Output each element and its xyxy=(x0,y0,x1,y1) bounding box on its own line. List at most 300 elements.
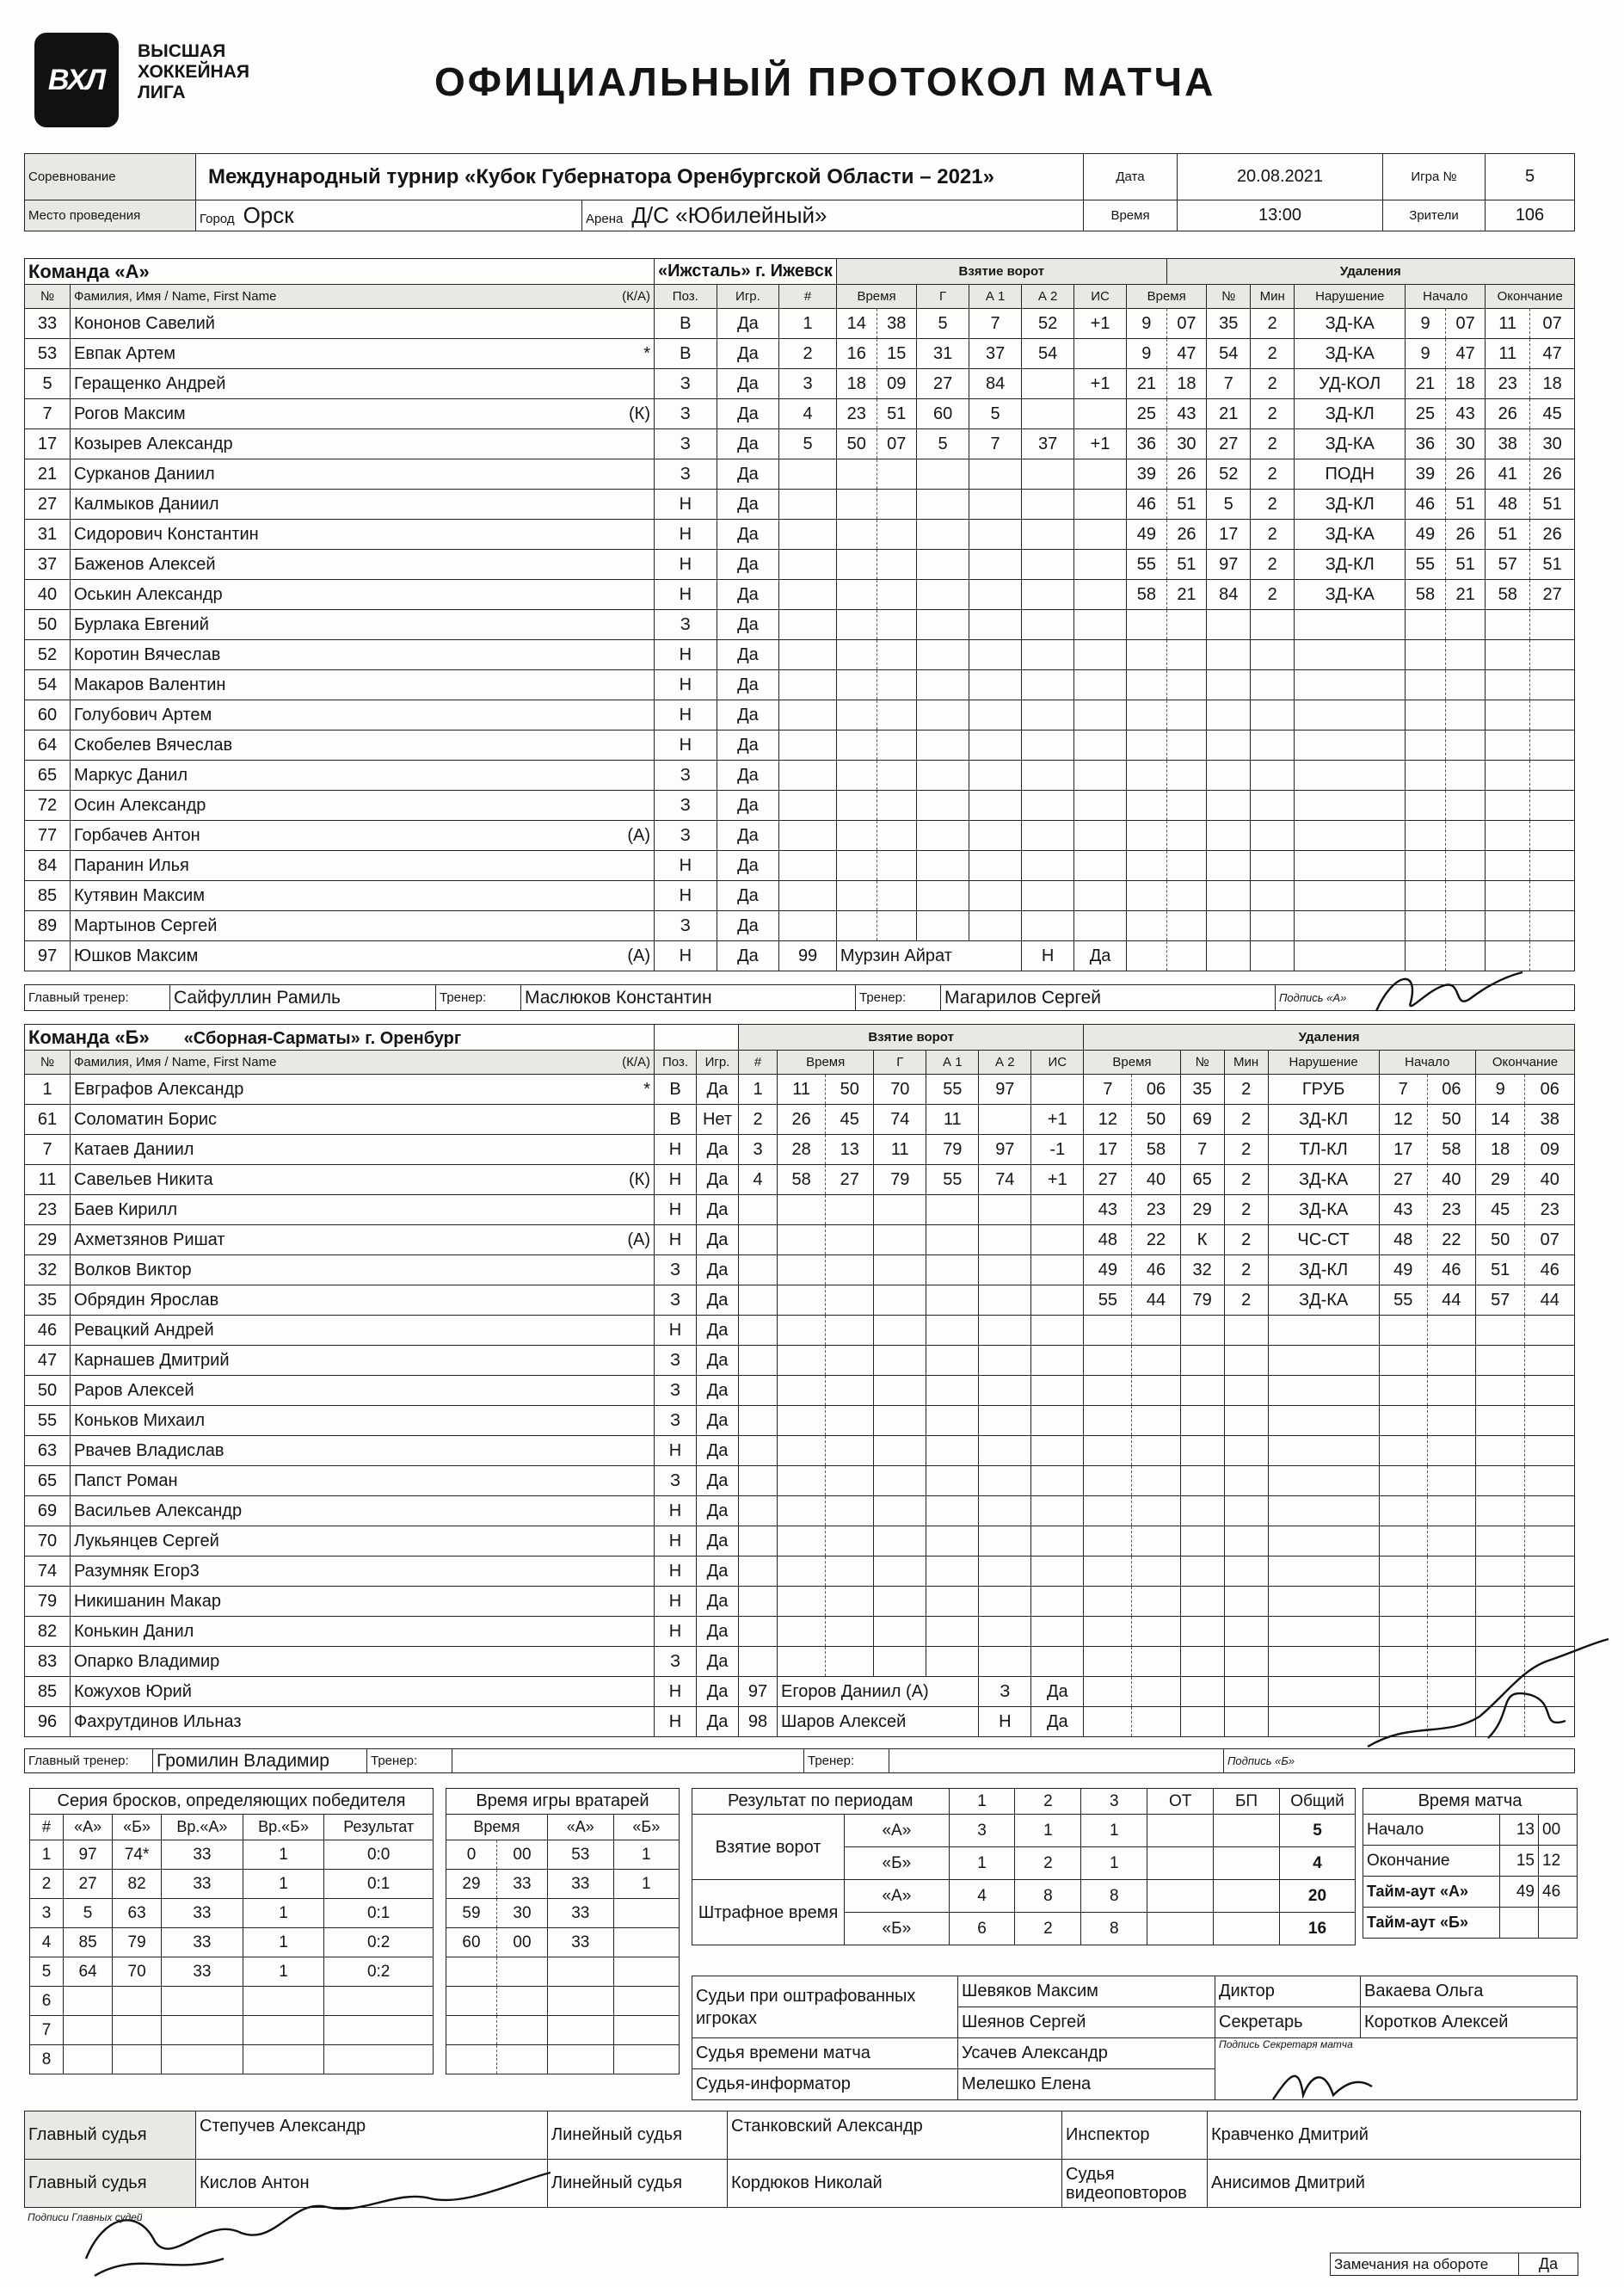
player-name: Юшков Максим xyxy=(74,946,199,965)
goal-strength xyxy=(1074,490,1127,520)
informer-label: Судья-информатор xyxy=(692,2069,958,2100)
shootout-cell: 3 xyxy=(30,1899,64,1928)
pen-minutes xyxy=(1251,761,1295,791)
goal-strength: +1 xyxy=(1074,309,1127,339)
pen-start-min xyxy=(1406,640,1446,670)
pen-player xyxy=(1180,1707,1224,1737)
pim-a-p1: 4 xyxy=(949,1880,1015,1913)
player-played: Да xyxy=(697,1376,739,1406)
pen-sec xyxy=(1166,881,1207,911)
pen-start-min: 58 xyxy=(1406,580,1446,610)
goal-scorer xyxy=(874,1225,926,1255)
player-name-cell xyxy=(71,1617,655,1647)
player-played: Да xyxy=(717,761,779,791)
pen-sec xyxy=(1166,610,1207,640)
pen-player: 7 xyxy=(1180,1135,1224,1165)
pen-minutes: 2 xyxy=(1251,459,1295,490)
goalie-row xyxy=(446,1840,680,1870)
pen-sec xyxy=(1166,640,1207,670)
goalie-time-table xyxy=(446,1788,680,2074)
col-play: Игр. xyxy=(717,285,779,309)
goal-scorer: 5 xyxy=(917,309,969,339)
player-row xyxy=(25,1255,1575,1285)
match-start-h: 13 xyxy=(1500,1815,1539,1846)
player-played: Да xyxy=(717,821,779,851)
player-name-cell xyxy=(71,520,655,550)
pen-minutes xyxy=(1251,941,1295,971)
goal-strength xyxy=(1031,1587,1084,1617)
player-played: Да xyxy=(717,520,779,550)
goal-assist-2 xyxy=(979,1526,1031,1557)
goal-assist-1 xyxy=(969,761,1022,791)
secretary-sign-label: Подпись Секретаря матча xyxy=(1215,2038,1578,2100)
goal-assist-2 xyxy=(1022,459,1074,490)
pen-sec xyxy=(1132,1557,1180,1587)
pen-end-min: 18 xyxy=(1475,1135,1525,1165)
pen-min xyxy=(1084,1466,1132,1496)
player-name: Мартынов Сергей xyxy=(74,915,218,935)
goal-number xyxy=(739,1526,778,1557)
game-value: 5 xyxy=(1486,154,1575,200)
player-name-cell xyxy=(71,1165,655,1195)
player-position: Н xyxy=(655,1165,697,1195)
player-row xyxy=(25,339,1575,369)
extra-player-played: Да xyxy=(1031,1677,1084,1707)
goal-number xyxy=(779,520,837,550)
pen-sec xyxy=(1132,1346,1180,1376)
referees-signature xyxy=(69,2164,585,2287)
goal-assist-2 xyxy=(979,1587,1031,1617)
goal-number: 1 xyxy=(779,309,837,339)
goal-assist-1 xyxy=(969,851,1022,881)
pen-sec xyxy=(1166,730,1207,761)
goal-assist-2 xyxy=(979,1496,1031,1526)
pen-start-sec: 21 xyxy=(1445,580,1486,610)
pen-minutes: 2 xyxy=(1224,1105,1268,1135)
goal-strength xyxy=(1031,1225,1084,1255)
player-number: 84 xyxy=(25,851,71,881)
pen-minutes xyxy=(1251,610,1295,640)
pen-end-sec xyxy=(1530,761,1575,791)
pen-min: 43 xyxy=(1084,1195,1132,1225)
goal-number xyxy=(739,1346,778,1376)
goal-sec xyxy=(877,881,917,911)
pen-min xyxy=(1084,1677,1132,1707)
col-p-infraction: Нарушение xyxy=(1268,1051,1379,1075)
player-number: 85 xyxy=(25,1677,71,1707)
player-number: 63 xyxy=(25,1436,71,1466)
goals-b-p3: 1 xyxy=(1081,1847,1147,1880)
game-label: Игра № xyxy=(1383,154,1486,200)
shootout-col: «А» xyxy=(64,1815,113,1840)
pen-start-sec xyxy=(1427,1526,1475,1557)
pen-end-min: 58 xyxy=(1486,580,1530,610)
goal-number xyxy=(779,911,837,941)
goal-number xyxy=(739,1406,778,1436)
pen-sec xyxy=(1166,911,1207,941)
col-play: Игр. xyxy=(697,1051,739,1075)
pen-minutes xyxy=(1224,1677,1268,1707)
goalie-cell: 59 xyxy=(446,1899,497,1928)
player-played: Да xyxy=(697,1075,739,1105)
pen-end-min: 11 xyxy=(1486,309,1530,339)
pen-start-sec xyxy=(1445,761,1486,791)
goal-strength xyxy=(1074,399,1127,429)
pen-start-sec xyxy=(1445,821,1486,851)
goals-a-p1: 3 xyxy=(949,1815,1015,1847)
goalie-title: Время игры вратарей xyxy=(446,1789,680,1815)
linesman-label: Линейный судья xyxy=(548,2111,728,2160)
periods-title: Результат по периодам xyxy=(692,1789,950,1815)
pim-b-p1: 6 xyxy=(949,1913,1015,1945)
pen-minutes xyxy=(1224,1376,1268,1406)
col-p-start: Начало xyxy=(1406,285,1486,309)
goal-number xyxy=(779,851,837,881)
goal-number xyxy=(779,459,837,490)
goal-number xyxy=(739,1285,778,1316)
pen-player: 69 xyxy=(1180,1105,1224,1135)
pen-min xyxy=(1084,1557,1132,1587)
goal-number xyxy=(739,1225,778,1255)
shootout-cell: 7 xyxy=(30,2016,64,2045)
player-row xyxy=(25,1195,1575,1225)
goal-sec xyxy=(826,1285,874,1316)
pen-sec: 46 xyxy=(1132,1255,1180,1285)
player-played: Да xyxy=(717,941,779,971)
goal-sec xyxy=(826,1557,874,1587)
pen-start-min: 7 xyxy=(1379,1075,1427,1105)
goal-number xyxy=(739,1557,778,1587)
pen-min: 25 xyxy=(1127,399,1167,429)
shootout-cell: 33 xyxy=(162,1928,243,1957)
pen-minutes xyxy=(1251,791,1295,821)
pen-player: 65 xyxy=(1180,1165,1224,1195)
player-number: 53 xyxy=(25,339,71,369)
pen-min xyxy=(1127,821,1167,851)
col-p-num: № xyxy=(1207,285,1251,309)
pen-start-min xyxy=(1379,1587,1427,1617)
player-position: З xyxy=(655,459,717,490)
player-position: Н xyxy=(655,730,717,761)
goal-sec: 15 xyxy=(877,339,917,369)
pen-min xyxy=(1127,730,1167,761)
pen-infraction: ЗД-КЛ xyxy=(1295,490,1406,520)
shootout-cell: 85 xyxy=(64,1928,113,1957)
goal-number: 4 xyxy=(739,1165,778,1195)
pen-end-sec: 26 xyxy=(1530,459,1575,490)
team-b-label-text: Команда «Б» xyxy=(28,1026,150,1048)
pen-sec: 21 xyxy=(1166,580,1207,610)
pen-sec xyxy=(1132,1647,1180,1677)
player-name-cell xyxy=(71,309,655,339)
goalie-cell xyxy=(496,2045,547,2074)
goal-min xyxy=(778,1346,826,1376)
informer: Мелешко Елена xyxy=(958,2069,1215,2100)
extra-player-position: Н xyxy=(1022,941,1074,971)
pen-sec: 51 xyxy=(1166,550,1207,580)
pen-minutes xyxy=(1224,1436,1268,1466)
player-number: 72 xyxy=(25,791,71,821)
pen-infraction xyxy=(1268,1376,1379,1406)
officials-table xyxy=(692,1976,1578,2100)
shootout-cell xyxy=(324,2045,434,2074)
shootout-cell: 0:1 xyxy=(324,1870,434,1899)
goal-strength xyxy=(1074,610,1127,640)
pen-min: 58 xyxy=(1127,580,1167,610)
goal-strength xyxy=(1074,550,1127,580)
pen-player: 79 xyxy=(1180,1285,1224,1316)
player-row xyxy=(25,580,1575,610)
goal-scorer xyxy=(917,580,969,610)
pen-start-sec: 58 xyxy=(1427,1135,1475,1165)
pen-sec xyxy=(1132,1436,1180,1466)
goal-strength xyxy=(1031,1195,1084,1225)
arena-value: Д/С «Юбилейный» xyxy=(631,202,827,228)
goal-number xyxy=(779,610,837,640)
goal-number xyxy=(739,1587,778,1617)
player-name-cell xyxy=(71,1557,655,1587)
player-position: З xyxy=(655,1255,697,1285)
player-row xyxy=(25,1075,1575,1105)
player-position: Н xyxy=(655,1677,697,1707)
player-name-cell xyxy=(71,791,655,821)
goal-sec xyxy=(877,610,917,640)
player-row xyxy=(25,1496,1575,1526)
pen-start-min: 55 xyxy=(1406,550,1446,580)
goalie-row xyxy=(446,2016,680,2045)
player-name: Маркус Данил xyxy=(74,765,188,785)
shootout-cell: 0:2 xyxy=(324,1928,434,1957)
pen-start-min xyxy=(1406,911,1446,941)
goal-scorer xyxy=(874,1526,926,1557)
pen-sec xyxy=(1132,1707,1180,1737)
timeout-b-label: Тайм-аут «Б» xyxy=(1363,1908,1500,1939)
player-name: Евпак Артем xyxy=(74,343,176,363)
goal-sec xyxy=(826,1496,874,1526)
col-g-is: ИС xyxy=(1074,285,1127,309)
player-row xyxy=(25,1346,1575,1376)
pen-start-sec xyxy=(1445,911,1486,941)
goal-scorer xyxy=(874,1195,926,1225)
pen-sec: 40 xyxy=(1132,1165,1180,1195)
player-row xyxy=(25,761,1575,791)
pen-min: 27 xyxy=(1084,1165,1132,1195)
pen-min xyxy=(1084,1587,1132,1617)
player-position: З xyxy=(655,791,717,821)
col-pos: Поз. xyxy=(655,1051,697,1075)
player-row xyxy=(25,1647,1575,1677)
goal-assist-1 xyxy=(926,1346,979,1376)
pen-sec: 50 xyxy=(1132,1105,1180,1135)
player-row xyxy=(25,1285,1575,1316)
pen-end-sec xyxy=(1530,941,1575,971)
col-p-num: № xyxy=(1180,1051,1224,1075)
player-name-cell xyxy=(71,911,655,941)
pen-start-min xyxy=(1406,881,1446,911)
shootout-cell xyxy=(243,2016,324,2045)
pen-infraction: ТЛ-КЛ xyxy=(1268,1135,1379,1165)
team-b-head-coach: Громилин Владимир xyxy=(153,1749,367,1773)
pen-player xyxy=(1180,1406,1224,1436)
player-name-cell xyxy=(71,429,655,459)
goal-scorer xyxy=(917,881,969,911)
goal-scorer xyxy=(917,730,969,761)
goal-assist-1 xyxy=(926,1195,979,1225)
player-position: Н xyxy=(655,1195,697,1225)
team-a-label: Команда «А» xyxy=(25,259,655,285)
player-name: Сурканов Даниил xyxy=(74,464,215,484)
goal-scorer xyxy=(917,821,969,851)
player-number: 79 xyxy=(25,1587,71,1617)
player-row xyxy=(25,730,1575,761)
player-name-cell xyxy=(71,941,655,971)
pen-sec xyxy=(1132,1406,1180,1436)
player-played: Да xyxy=(717,429,779,459)
goal-assist-2 xyxy=(979,1617,1031,1647)
pen-end-min xyxy=(1475,1436,1525,1466)
pen-player xyxy=(1180,1436,1224,1466)
player-number: 77 xyxy=(25,821,71,851)
pen-start-min: 25 xyxy=(1406,399,1446,429)
pen-start-sec xyxy=(1427,1376,1475,1406)
goal-strength xyxy=(1031,1496,1084,1526)
goal-assist-1 xyxy=(926,1285,979,1316)
remarks-label: Замечания на обороте xyxy=(1331,2253,1519,2276)
extra-player-number: 99 xyxy=(779,941,837,971)
pen-sec: 26 xyxy=(1166,459,1207,490)
player-name-cell xyxy=(71,881,655,911)
player-played: Да xyxy=(697,1707,739,1737)
pen-minutes: 2 xyxy=(1251,399,1295,429)
referee-label: Главный судья xyxy=(25,2111,196,2160)
date-value: 20.08.2021 xyxy=(1178,154,1383,200)
pen-player xyxy=(1207,821,1251,851)
player-number: 21 xyxy=(25,459,71,490)
pen-end-min xyxy=(1475,1526,1525,1557)
goal-strength xyxy=(1031,1255,1084,1285)
goal-min xyxy=(778,1617,826,1647)
competition-value: Международный турнир «Кубок Губернатора Оренбургской Области – 2021» xyxy=(196,154,1084,200)
pen-end-min xyxy=(1486,700,1530,730)
pen-sec: 22 xyxy=(1132,1225,1180,1255)
pen-end-sec: 38 xyxy=(1525,1105,1575,1135)
player-row xyxy=(25,1557,1575,1587)
player-name-cell xyxy=(71,1105,655,1135)
pen-start-min xyxy=(1406,670,1446,700)
player-position: Н xyxy=(655,1316,697,1346)
shootout-cell: 63 xyxy=(113,1899,162,1928)
player-played: Да xyxy=(697,1165,739,1195)
player-position: Н xyxy=(655,640,717,670)
pen-infraction: ПОДН xyxy=(1295,459,1406,490)
pen-player xyxy=(1207,791,1251,821)
goal-min xyxy=(836,911,877,941)
pen-min: 21 xyxy=(1127,369,1167,399)
shootout-cell: 33 xyxy=(162,1957,243,1987)
player-name-cell xyxy=(71,670,655,700)
pim-a-p2: 8 xyxy=(1015,1880,1081,1913)
arena-label: Арена xyxy=(586,212,624,226)
pen-minutes xyxy=(1224,1346,1268,1376)
pen-end-min xyxy=(1486,640,1530,670)
player-name: Карнашев Дмитрий xyxy=(74,1350,230,1370)
player-name: Обрядин Ярослав xyxy=(74,1290,219,1310)
goal-assist-2 xyxy=(979,1406,1031,1436)
player-number: 33 xyxy=(25,309,71,339)
player-played: Да xyxy=(697,1647,739,1677)
player-name: Фахрутдинов Ильназ xyxy=(74,1711,242,1731)
goal-assist-1 xyxy=(969,459,1022,490)
shootout-cell: 5 xyxy=(64,1899,113,1928)
goal-min xyxy=(836,700,877,730)
goalie-cell xyxy=(446,1957,497,1987)
player-row xyxy=(25,399,1575,429)
goalie-row xyxy=(446,1928,680,1957)
goal-min: 18 xyxy=(836,369,877,399)
player-played: Да xyxy=(697,1436,739,1466)
player-position: Н xyxy=(655,520,717,550)
goal-strength xyxy=(1074,640,1127,670)
col-num: № xyxy=(25,1051,71,1075)
player-row xyxy=(25,1526,1575,1557)
goal-number xyxy=(779,821,837,851)
goal-assist-1 xyxy=(969,670,1022,700)
player-position: З xyxy=(655,821,717,851)
player-name-cell xyxy=(71,1466,655,1496)
pen-minutes xyxy=(1251,730,1295,761)
pen-infraction xyxy=(1268,1316,1379,1346)
goal-number xyxy=(779,490,837,520)
player-number: 47 xyxy=(25,1346,71,1376)
goal-strength xyxy=(1074,520,1127,550)
team-b-signature xyxy=(1359,1635,1617,1764)
pen-start-sec xyxy=(1427,1436,1475,1466)
shootout-cell: 97 xyxy=(64,1840,113,1870)
player-name-cell xyxy=(71,1436,655,1466)
goal-strength xyxy=(1031,1617,1084,1647)
pen-end-min xyxy=(1486,881,1530,911)
goal-sec xyxy=(826,1406,874,1436)
player-name-cell xyxy=(71,550,655,580)
col-pos: Поз. xyxy=(655,285,717,309)
goals-b-total: 4 xyxy=(1279,1847,1355,1880)
player-position: З xyxy=(655,369,717,399)
goal-assist-1: 55 xyxy=(926,1165,979,1195)
pen-infraction: ЗД-КА xyxy=(1295,309,1406,339)
goal-min xyxy=(778,1587,826,1617)
pen-start-sec xyxy=(1427,1346,1475,1376)
player-role: (К) xyxy=(629,404,650,423)
pen-end-sec: 30 xyxy=(1530,429,1575,459)
goal-assist-1 xyxy=(969,520,1022,550)
pen-end-sec: 47 xyxy=(1530,339,1575,369)
player-name: Горбачев Антон xyxy=(74,825,200,845)
pen-sec xyxy=(1166,821,1207,851)
goal-strength xyxy=(1031,1075,1084,1105)
goalie-cell xyxy=(496,1987,547,2016)
goalie-row xyxy=(446,1957,680,1987)
pen-start-min: 49 xyxy=(1406,520,1446,550)
remarks-box xyxy=(1330,2253,1578,2276)
pen-minutes xyxy=(1224,1466,1268,1496)
goal-assist-1 xyxy=(926,1316,979,1346)
goal-assist-1: 7 xyxy=(969,309,1022,339)
player-row xyxy=(25,610,1575,640)
extra-player-played: Да xyxy=(1074,941,1127,971)
goal-assist-1 xyxy=(969,821,1022,851)
goal-scorer xyxy=(917,700,969,730)
pen-start-sec xyxy=(1445,670,1486,700)
